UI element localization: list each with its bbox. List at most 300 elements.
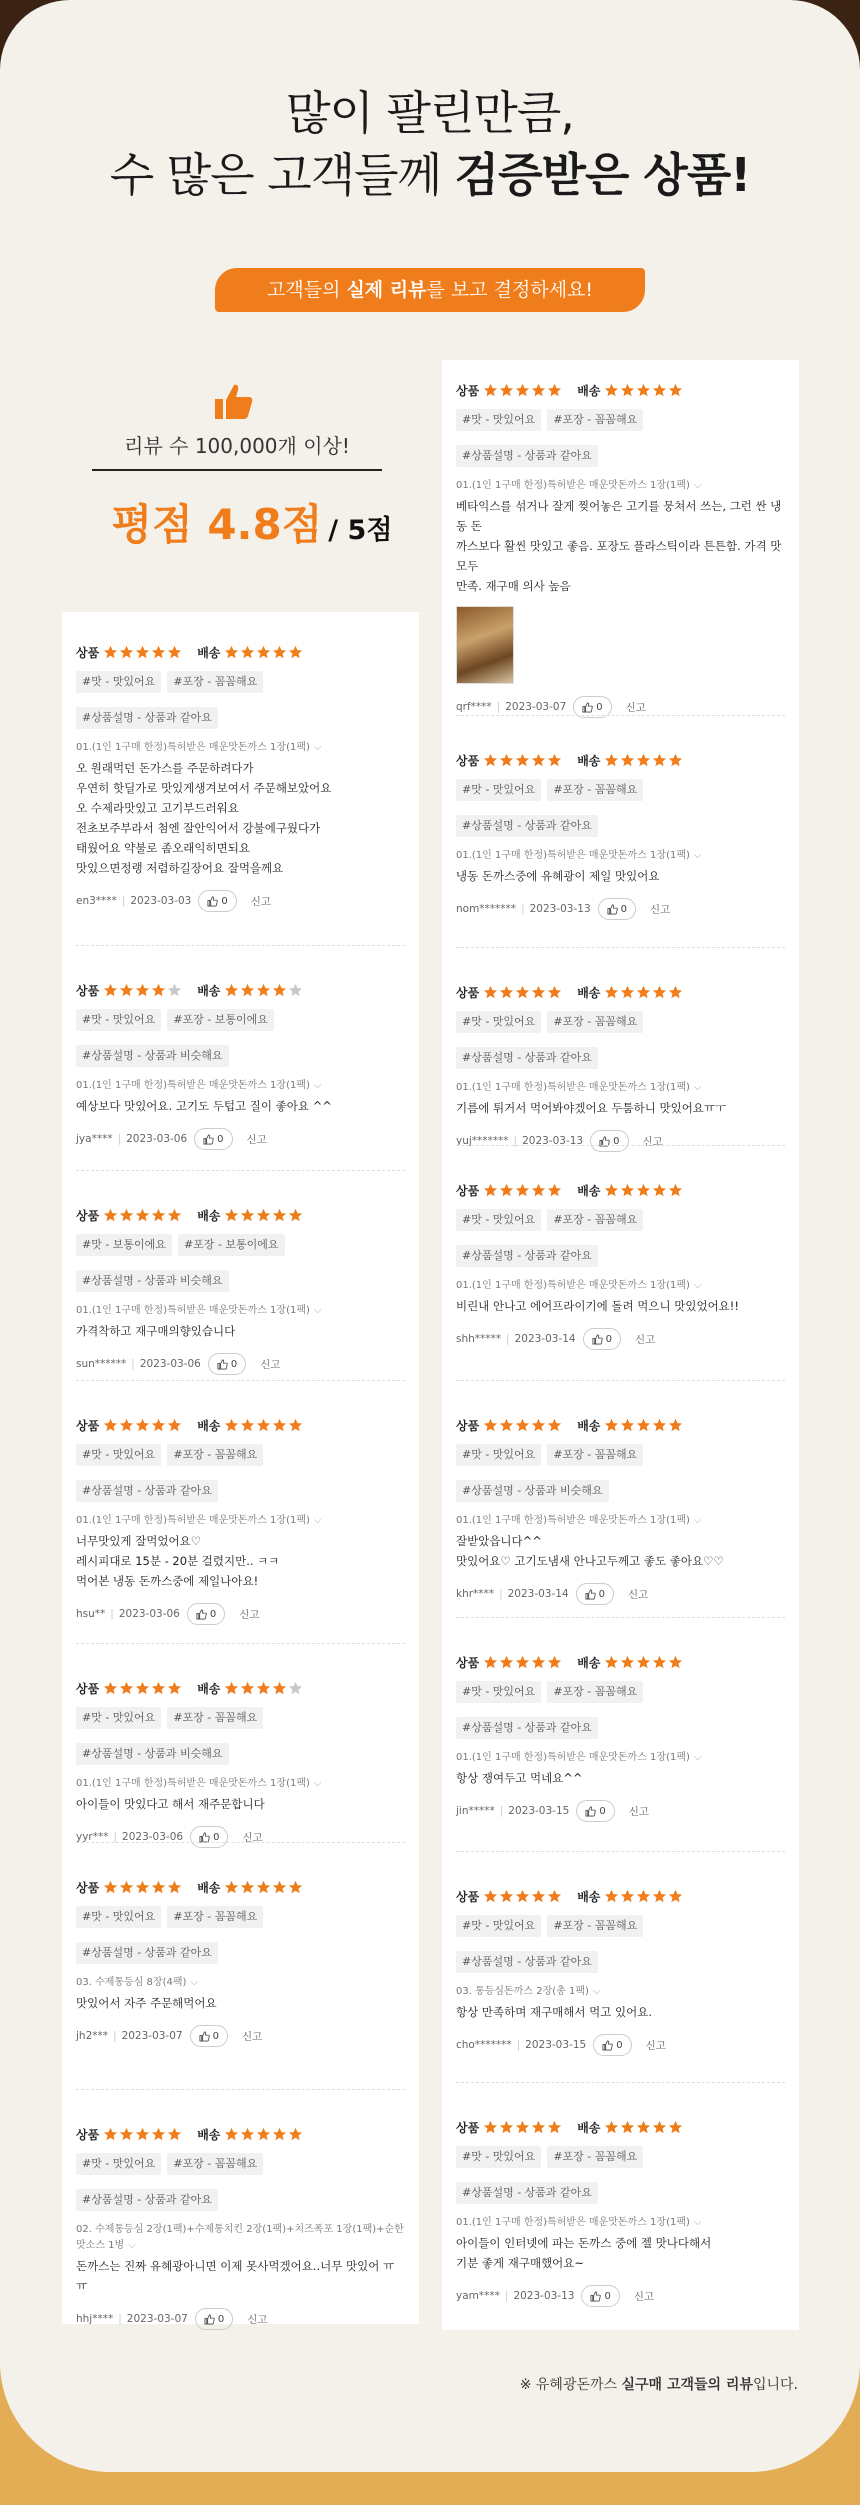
star-filled-icon: [288, 1418, 303, 1433]
report-link[interactable]: 신고: [645, 2039, 666, 2052]
star-filled-icon: [531, 753, 546, 768]
taste-tag: #맛 - 맛있어요: [456, 1444, 541, 1466]
chevron-down-icon[interactable]: ⌵: [313, 1080, 322, 1091]
review-tags-row2: [456, 815, 785, 837]
star-filled-icon: [620, 753, 635, 768]
star-filled-icon: [135, 1880, 150, 1895]
meta-divider: |: [110, 1608, 114, 1620]
star-filled-icon: [151, 983, 166, 998]
description-tag: #상품설명 - 상품과 같아요: [456, 1951, 598, 1973]
review-meta: [76, 890, 405, 912]
description-tag: #상품설명 - 상품과 같아요: [76, 1480, 218, 1502]
page-headline: [0, 82, 860, 206]
review-text: 아이들이 맛있다고 해서 재주문합니다: [76, 1797, 265, 1811]
like-button[interactable]: [581, 2285, 619, 2307]
product-score-label: 상품: [76, 1880, 100, 1895]
product-stars: [103, 983, 183, 998]
footer-note: ※ 유혜광돈까스 실구매 고객들의 리뷰입니다.: [519, 2377, 798, 2393]
star-filled-icon: [240, 983, 255, 998]
chevron-down-icon[interactable]: ⌵: [693, 2217, 702, 2228]
description-tag: #상품설명 - 상품과 같아요: [456, 1047, 598, 1069]
meta-divider: |: [499, 1588, 503, 1600]
star-filled-icon: [652, 383, 667, 398]
packaging-tag: #포장 - 보통이에요: [167, 1009, 274, 1031]
chevron-down-icon[interactable]: ⌵: [693, 850, 702, 861]
star-filled-icon: [652, 1418, 667, 1433]
like-button[interactable]: [593, 2034, 631, 2056]
star-filled-icon: [668, 1655, 683, 1670]
purchase-option[interactable]: [76, 1303, 405, 1319]
taste-tag: #맛 - 맛있어요: [456, 2146, 541, 2168]
packaging-tag: #포장 - 꼼꼼해요: [547, 1209, 643, 1231]
reviewer-id: qrf****: [456, 701, 492, 713]
product-score-label: 상품: [456, 1418, 480, 1433]
thumbs-up-icon: [199, 2031, 210, 2042]
star-filled-icon: [224, 1418, 239, 1433]
review-date: 2023-03-15: [508, 1805, 570, 1817]
product-score-label: 상품: [76, 645, 100, 660]
like-count: 0: [212, 2030, 219, 2042]
review-item: [62, 980, 419, 1150]
report-link[interactable]: 신고: [628, 1588, 649, 1601]
star-filled-icon: [224, 2127, 239, 2142]
delivery-stars: [604, 1889, 684, 1904]
star-filled-icon: [119, 983, 134, 998]
like-count: 0: [230, 1358, 238, 1370]
star-filled-icon: [167, 2127, 182, 2142]
review-tags-row2: [456, 2182, 785, 2204]
purchase-option[interactable]: [76, 2222, 405, 2254]
review-item: [62, 2124, 419, 2330]
report-link[interactable]: 신고: [241, 2030, 263, 2043]
chevron-down-icon[interactable]: ⌵: [592, 1986, 601, 1997]
star-filled-icon: [483, 383, 498, 398]
product-score-label: 상품: [456, 2120, 480, 2135]
thumbs-up-icon: [585, 1589, 596, 1600]
reviewer-id: shh*****: [456, 1333, 502, 1345]
star-filled-icon: [119, 1418, 134, 1433]
star-filled-icon: [119, 1681, 134, 1696]
star-filled-icon: [652, 753, 667, 768]
review-meta: [456, 1130, 785, 1152]
like-button[interactable]: [208, 1353, 246, 1375]
star-filled-icon: [151, 645, 166, 660]
review-divider: [76, 1842, 405, 1843]
report-link[interactable]: 신고: [260, 1358, 281, 1371]
chevron-down-icon[interactable]: ⌵: [190, 1977, 199, 1988]
review-scores: [76, 1877, 405, 1897]
review-scores: [456, 1652, 785, 1672]
like-count: 0: [620, 903, 628, 915]
like-button[interactable]: [598, 898, 636, 920]
delivery-stars: [604, 985, 684, 1000]
purchase-option[interactable]: [456, 1750, 785, 1766]
star-filled-icon: [224, 983, 239, 998]
average-rating: 평점 4.8점 / 5점: [111, 500, 393, 549]
review-item: [62, 1678, 419, 1848]
star-filled-icon: [499, 753, 514, 768]
product-stars: [103, 2127, 183, 2142]
purchase-option[interactable]: [456, 1984, 785, 2000]
product-stars: [483, 1889, 563, 1904]
report-link[interactable]: 신고: [247, 2313, 268, 2326]
report-link[interactable]: 신고: [642, 1135, 663, 1148]
star-filled-icon: [668, 753, 683, 768]
packaging-tag: #포장 - 꼼꼼해요: [547, 409, 643, 431]
review-meta: [76, 1128, 405, 1150]
chevron-down-icon[interactable]: ⌵: [313, 1778, 322, 1789]
chevron-down-icon[interactable]: ⌵: [693, 1752, 702, 1763]
review-item: [442, 2117, 799, 2307]
packaging-tag: #포장 - 꼼꼼해요: [547, 1444, 643, 1466]
review-meta: [456, 1328, 785, 1350]
option-text: 01.(1인 1구매 한정)특허받은 매운맛돈까스 1장(1팩): [456, 850, 690, 861]
reviewer-id: khr****: [456, 1588, 495, 1600]
star-filled-icon: [668, 985, 683, 1000]
review-tags-row2: [456, 1717, 785, 1739]
chevron-down-icon[interactable]: ⌵: [313, 1305, 322, 1316]
taste-tag: #맛 - 맛있어요: [76, 1009, 161, 1031]
chevron-down-icon[interactable]: ⌵: [313, 1515, 322, 1526]
star-filled-icon: [224, 1208, 239, 1223]
review-date: 2023-03-07: [126, 2313, 188, 2325]
report-link[interactable]: 신고: [625, 701, 646, 714]
thumbs-up-icon: [207, 896, 218, 907]
thumbs-up-icon: [212, 380, 256, 424]
review-divider: [76, 1380, 405, 1381]
review-text: 오 원래먹던 돈가스를 주문하려다가 우연히 핫딜가로 맛있게생겨보여서 주문해보았어요 오 수제라맛있고 고기부드러워요 전초보주부라서 첨엔 잘안익어서 강불에구웠다가 태웠어요 약불로 좀오래익히면되요 맛있으면정랭 저렴하길장어요 잘먹을께요: [76, 761, 332, 875]
purchase-option[interactable]: [456, 1513, 785, 1529]
thumbs-up-icon: [607, 904, 618, 915]
packaging-tag: #포장 - 꼼꼼해요: [167, 1444, 263, 1466]
star-filled-icon: [288, 1208, 303, 1223]
review-scores: [456, 982, 785, 1002]
star-filled-icon: [103, 1208, 118, 1223]
delivery-score-label: 배송: [197, 1681, 221, 1696]
review-tags: [456, 1915, 785, 1937]
packaging-tag: #포장 - 꼼꼼해요: [167, 671, 263, 693]
star-filled-icon: [103, 983, 118, 998]
star-filled-icon: [103, 1681, 118, 1696]
star-filled-icon: [636, 985, 651, 1000]
review-text: 너무맛있게 잘먹었어요♡ 레시피대로 15분 - 20분 걸렸지만.. ㅋㅋ 먹어본 냉동 돈까스중에 제일나아요!: [76, 1534, 280, 1588]
purchase-option[interactable]: [456, 478, 785, 494]
review-tags-row2: [76, 1480, 405, 1502]
left-review-column: [62, 612, 419, 2324]
star-filled-icon: [604, 1418, 619, 1433]
product-stars: [483, 1655, 563, 1670]
reviewer-id: en3****: [76, 895, 117, 907]
delivery-score-label: 배송: [577, 1889, 601, 1904]
star-filled-icon: [499, 1655, 514, 1670]
review-tags-row2: [456, 1480, 785, 1502]
option-text: 01.(1인 1구매 한정)특허받은 매운맛돈까스 1장(1팩): [456, 1515, 690, 1526]
star-filled-icon: [531, 1889, 546, 1904]
purchase-option[interactable]: [456, 1080, 785, 1096]
star-filled-icon: [668, 1889, 683, 1904]
star-filled-icon: [135, 2127, 150, 2142]
thumbs-up-icon: [582, 702, 593, 713]
product-stars: [103, 1880, 183, 1895]
description-tag: #상품설명 - 상품과 비슷해요: [76, 1743, 229, 1765]
star-filled-icon: [256, 1681, 271, 1696]
like-button[interactable]: [190, 2025, 228, 2047]
review-text: 잘받았읍니다^^ 맛있어요♡ 고기도냄새 안나고두께고 좋도 좋아요♡♡: [456, 1534, 724, 1568]
thumbs-up-icon: [196, 1609, 207, 1620]
star-filled-icon: [151, 1208, 166, 1223]
report-link[interactable]: 신고: [650, 903, 671, 916]
reviewer-id: hsu**: [76, 1608, 106, 1620]
star-filled-icon: [167, 1418, 182, 1433]
star-filled-icon: [240, 645, 255, 660]
delivery-stars: [604, 2120, 684, 2135]
description-tag: #상품설명 - 상품과 비슷해요: [456, 1480, 609, 1502]
delivery-score-label: 배송: [577, 1655, 601, 1670]
like-count: 0: [213, 1831, 220, 1843]
star-filled-icon: [256, 1880, 271, 1895]
purchase-option[interactable]: [456, 1278, 785, 1294]
star-filled-icon: [483, 1183, 498, 1198]
star-filled-icon: [256, 645, 271, 660]
packaging-tag: #포장 - 꼼꼼해요: [167, 2153, 263, 2175]
delivery-score-label: 배송: [197, 645, 221, 660]
delivery-stars: [604, 1655, 684, 1670]
packaging-tag: #포장 - 꼼꼼해요: [547, 1681, 643, 1703]
review-tags: [76, 1707, 405, 1729]
thumbs-up-icon: [217, 1359, 228, 1370]
star-filled-icon: [167, 1880, 182, 1895]
review-tags: [76, 2153, 405, 2175]
star-filled-icon: [103, 2127, 118, 2142]
like-button[interactable]: [190, 1826, 228, 1848]
product-score-label: 상품: [456, 1183, 480, 1198]
taste-tag: #맛 - 맛있어요: [76, 671, 161, 693]
review-tags: [76, 1906, 405, 1928]
star-filled-icon: [620, 1418, 635, 1433]
star-filled-icon: [483, 985, 498, 1000]
star-filled-icon: [668, 1418, 683, 1433]
report-link[interactable]: 신고: [628, 1805, 649, 1818]
delivery-score-label: 배송: [197, 1880, 221, 1895]
meta-divider: |: [516, 2039, 521, 2051]
star-filled-icon: [167, 1681, 182, 1696]
product-score-label: 상품: [456, 383, 480, 398]
chevron-down-icon[interactable]: ⌵: [313, 742, 322, 753]
star-filled-icon: [288, 1880, 303, 1895]
reviewer-id: jin*****: [456, 1805, 495, 1817]
purchase-option[interactable]: [76, 1776, 405, 1792]
taste-tag: #맛 - 맛있어요: [456, 409, 541, 431]
star-filled-icon: [604, 753, 619, 768]
like-count: 0: [605, 1333, 612, 1345]
like-button[interactable]: [576, 1583, 614, 1605]
meta-divider: |: [506, 1333, 510, 1345]
taste-tag: #맛 - 보통이에요: [76, 1234, 172, 1256]
star-filled-icon: [515, 383, 530, 398]
like-count: 0: [598, 1588, 606, 1600]
star-filled-icon: [224, 1880, 239, 1895]
review-text: 항상 만족하며 재구매해서 먹고 있어요.: [456, 2005, 653, 2019]
chevron-down-icon[interactable]: ⌵: [128, 2240, 136, 2251]
meta-divider: |: [521, 903, 525, 915]
star-filled-icon: [515, 1655, 530, 1670]
like-count: 0: [209, 1608, 217, 1620]
report-link[interactable]: 신고: [633, 2290, 655, 2303]
review-text: 맛있어서 자주 주문해먹어요: [76, 1996, 217, 2010]
like-button[interactable]: [583, 1328, 621, 1350]
option-text: 01.(1인 1구매 한정)특허받은 매운맛돈까스 1장(1팩): [456, 1752, 690, 1763]
purchase-option[interactable]: [76, 1078, 405, 1094]
chevron-down-icon[interactable]: ⌵: [693, 480, 702, 491]
delivery-score-label: 배송: [577, 2120, 601, 2135]
delivery-score-label: 배송: [577, 383, 601, 398]
like-button[interactable]: [187, 1603, 225, 1625]
star-filled-icon: [547, 1889, 562, 1904]
reviewer-id: jh2***: [76, 2030, 109, 2042]
option-text: 03. 통등심돈까스 2장(총 1팩): [456, 1986, 589, 1997]
star-filled-icon: [224, 1681, 239, 1696]
like-button[interactable]: [576, 1800, 614, 1822]
star-filled-icon: [103, 1880, 118, 1895]
star-filled-icon: [119, 1208, 134, 1223]
delivery-stars: [224, 2127, 304, 2142]
star-filled-icon: [668, 383, 683, 398]
review-scores: [456, 380, 785, 400]
delivery-stars: [224, 1681, 304, 1696]
taste-tag: #맛 - 맛있어요: [76, 1444, 161, 1466]
option-text: 01.(1인 1구매 한정)특허받은 매운맛돈까스 1장(1팩): [456, 1082, 690, 1093]
chevron-down-icon[interactable]: ⌵: [693, 1515, 702, 1526]
review-tags: [456, 779, 785, 801]
product-stars: [483, 985, 563, 1000]
star-filled-icon: [119, 2127, 134, 2142]
review-text: 냉동 돈까스중에 유혜광이 제일 맛있어요: [456, 869, 660, 883]
star-filled-icon: [151, 1418, 166, 1433]
product-score-label: 상품: [76, 1208, 100, 1223]
description-tag: #상품설명 - 상품과 같아요: [76, 2189, 218, 2211]
report-link[interactable]: 신고: [246, 1133, 267, 1146]
product-score-label: 상품: [456, 753, 480, 768]
product-score-label: 상품: [456, 985, 480, 1000]
report-link[interactable]: 신고: [242, 1831, 263, 1844]
right-review-column: [442, 360, 799, 2330]
product-stars: [483, 753, 563, 768]
product-score-label: 상품: [76, 1418, 100, 1433]
review-tags: [76, 1444, 405, 1466]
review-meta: [456, 2034, 785, 2056]
review-tags-row2: [76, 1045, 405, 1067]
purchase-option[interactable]: [76, 740, 405, 756]
star-filled-icon: [135, 645, 150, 660]
review-date: 2023-03-06: [118, 1608, 180, 1620]
review-date: 2023-03-13: [513, 2290, 575, 2302]
star-filled-icon: [620, 383, 635, 398]
star-filled-icon: [604, 383, 619, 398]
chevron-down-icon[interactable]: ⌵: [693, 1280, 702, 1291]
star-filled-icon: [151, 1681, 166, 1696]
purchase-option[interactable]: [76, 1975, 405, 1991]
like-button[interactable]: [195, 2308, 233, 2330]
review-meta: [456, 898, 785, 920]
option-text: 01.(1인 1구매 한정)특허받은 매운맛돈까스 1장(1팩): [76, 742, 310, 753]
star-filled-icon: [256, 983, 271, 998]
star-filled-icon: [288, 645, 303, 660]
star-filled-icon: [240, 1681, 255, 1696]
like-button[interactable]: [198, 890, 236, 912]
product-score-label: 상품: [76, 983, 100, 998]
star-filled-icon: [483, 1418, 498, 1433]
review-item: [442, 982, 799, 1152]
star-filled-icon: [636, 1655, 651, 1670]
product-score-label: 상품: [456, 1889, 480, 1904]
delivery-score-label: 배송: [577, 1418, 601, 1433]
delivery-stars: [604, 1418, 684, 1433]
star-filled-icon: [515, 2120, 530, 2135]
like-button[interactable]: [194, 1128, 232, 1150]
packaging-tag: #포장 - 꼼꼼해요: [167, 1906, 263, 1928]
product-stars: [483, 1418, 563, 1433]
review-tags: [456, 409, 785, 431]
review-date: 2023-03-07: [505, 701, 567, 713]
star-filled-icon: [288, 2127, 303, 2142]
report-link[interactable]: 신고: [239, 1608, 260, 1621]
star-filled-icon: [135, 1208, 150, 1223]
review-photo[interactable]: [456, 606, 514, 684]
star-filled-icon: [272, 1418, 287, 1433]
delivery-score-label: 배송: [197, 2127, 221, 2142]
star-filled-icon: [151, 1880, 166, 1895]
review-scores: [76, 642, 405, 662]
review-text: 돈까스는 진짜 유혜광아니면 이제 못사먹겠어요..너무 맛있어 ㅠㅠ: [76, 2259, 395, 2293]
review-item: [442, 750, 799, 920]
star-filled-icon: [167, 645, 182, 660]
product-stars: [483, 2120, 563, 2135]
meta-divider: |: [131, 1358, 135, 1370]
description-tag: #상품설명 - 상품과 같아요: [456, 1245, 598, 1267]
report-link[interactable]: 신고: [634, 1333, 656, 1346]
option-text: 02. 수제통등심 2장(1팩)+수제통치킨 2장(1팩)+치즈폭포 1장(1팩)+순한맛소스 1병: [76, 2224, 404, 2251]
delivery-score-label: 배송: [577, 1183, 601, 1198]
like-button[interactable]: [590, 1130, 628, 1152]
review-date: 2023-03-13: [522, 1135, 584, 1147]
product-stars: [483, 1183, 563, 1198]
star-filled-icon: [103, 1418, 118, 1433]
review-divider: [76, 1643, 405, 1644]
reviewer-id: jya****: [76, 1133, 113, 1145]
delivery-stars: [224, 1880, 304, 1895]
headline-line2: 수 많은 고객들께 검증받은 상품!: [109, 148, 751, 202]
star-filled-icon: [531, 1183, 546, 1198]
chevron-down-icon[interactable]: ⌵: [693, 1082, 702, 1093]
meta-divider: |: [504, 2290, 509, 2302]
review-scores: [76, 1415, 405, 1435]
product-score-label: 상품: [76, 2127, 100, 2142]
review-meta: [76, 2025, 405, 2047]
star-filled-icon: [240, 2127, 255, 2142]
star-filled-icon: [515, 753, 530, 768]
purchase-option[interactable]: [456, 848, 785, 864]
report-link[interactable]: 신고: [250, 895, 272, 908]
packaging-tag: #포장 - 꼼꼼해요: [547, 2146, 643, 2168]
review-tags: [76, 1234, 405, 1256]
purchase-option[interactable]: [76, 1513, 405, 1529]
purchase-option[interactable]: [456, 2215, 785, 2231]
star-filled-icon: [272, 1681, 287, 1696]
star-filled-icon: [119, 1880, 134, 1895]
delivery-stars: [604, 1183, 684, 1198]
star-filled-icon: [652, 2120, 667, 2135]
star-filled-icon: [668, 2120, 683, 2135]
